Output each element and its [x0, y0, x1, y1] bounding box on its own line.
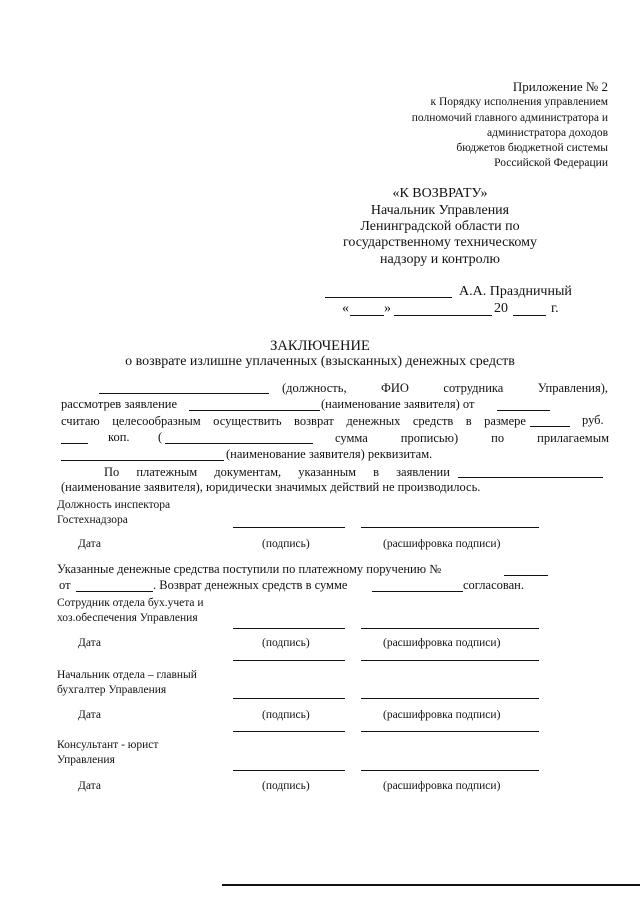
date-line — [361, 731, 539, 732]
date-quote-open: « — [342, 301, 349, 316]
decode-line — [361, 698, 539, 699]
date-label: Дата — [78, 709, 101, 721]
amount-rub-blank — [530, 426, 570, 427]
body-line-6 — [104, 465, 450, 480]
funds-line-1: Указанные денежные средства поступили по платежному поручению № — [57, 562, 442, 576]
body-word: размере — [484, 414, 526, 428]
body-word: осуществить — [213, 414, 282, 428]
doc-subtitle: о возврате излишне уплаченных (взысканных) денежных средств — [125, 354, 515, 369]
footer-rule — [222, 884, 640, 886]
rub-label: руб. — [582, 413, 604, 427]
body-word: заявлении — [396, 465, 450, 479]
body-word: возврат — [294, 414, 334, 428]
decode-caption: (расшифровка подписи) — [383, 637, 501, 649]
body-word: сотрудника — [443, 381, 504, 395]
signature-caption: (подпись) — [262, 709, 310, 721]
lawyer-position: Управления — [57, 754, 115, 766]
body-word: целесообразным — [112, 414, 201, 428]
year-blank — [513, 315, 546, 316]
body-word: (должность, — [282, 381, 347, 395]
approval-line: Начальник Управления — [370, 203, 510, 218]
lawyer-position: Консультант - юрист — [57, 739, 159, 751]
order-date-blank — [76, 591, 153, 592]
body-line-1 — [282, 381, 608, 396]
kop-label: коп. — [108, 430, 130, 444]
chief-position: бухгалтер Управления — [57, 684, 167, 696]
body-line-5: (наименование заявителя) реквизитам. — [226, 447, 433, 461]
body-word: в — [373, 465, 380, 479]
body-word: платежным — [136, 465, 198, 479]
day-blank — [350, 315, 384, 316]
appendix-title: Приложение № 2 — [512, 79, 608, 94]
funds-line-2b: . Возврат денежных средств в сумме — [153, 578, 348, 592]
doc-title: ЗАКЛЮЧЕНИЕ — [270, 338, 370, 354]
amount-kop-blank — [61, 443, 88, 444]
decode-line — [361, 628, 539, 629]
date-label: Дата — [78, 538, 101, 550]
body-line-2b: (наименование заявителя) от — [321, 397, 475, 411]
appendix-line: к Порядку исполнения управлением — [430, 96, 608, 108]
decode-line — [361, 770, 539, 771]
appendix-line: администратора доходов — [487, 127, 608, 139]
appendix-line: полномочий главного администратора и — [411, 112, 608, 124]
approval-line: надзору и контролю — [380, 252, 500, 267]
application-date-blank — [497, 410, 550, 411]
date-label: Дата — [78, 780, 101, 792]
applicant-name-blank — [61, 460, 224, 461]
body-word: сумма — [335, 431, 368, 445]
body-word: денежных — [346, 414, 401, 428]
date-line — [233, 660, 345, 661]
signature-blank — [325, 297, 452, 298]
body-word: прилагаемым — [537, 431, 609, 445]
date-line — [233, 731, 345, 732]
order-number-blank — [504, 575, 548, 576]
month-blank — [394, 315, 492, 316]
accountant-position: Сотрудник отдела бух.учета и — [57, 597, 204, 609]
body-word: ФИО — [381, 381, 409, 395]
year-prefix: 20 — [494, 301, 508, 316]
date-quote-close: » — [384, 301, 391, 316]
body-word: прописью) — [400, 431, 459, 445]
body-line-4 — [335, 431, 609, 446]
approval-mark: «К ВОЗВРАТУ» — [392, 186, 488, 201]
amount-words-blank — [165, 443, 313, 444]
body-word: документам, — [214, 465, 282, 479]
decode-caption: (расшифровка подписи) — [383, 709, 501, 721]
statement-blank — [458, 477, 603, 478]
body-word: считаю — [61, 414, 100, 428]
body-word: Управления), — [537, 381, 608, 395]
body-word: по — [491, 431, 505, 445]
body-line-2a: рассмотрев заявление — [61, 397, 178, 411]
decode-caption: (расшифровка подписи) — [383, 780, 501, 792]
decode-caption: (расшифровка подписи) — [383, 538, 501, 550]
body-word: По — [104, 465, 120, 479]
approval-line: Ленинградской области по — [360, 219, 520, 234]
date-label: Дата — [78, 637, 101, 649]
signature-line — [233, 770, 345, 771]
position-blank — [99, 393, 269, 394]
date-line — [361, 660, 539, 661]
applicant-blank — [189, 410, 320, 411]
funds-line-2c: согласован. — [463, 578, 524, 592]
signature-line — [233, 527, 345, 528]
body-line-3 — [61, 414, 526, 429]
appendix-line: Российской Федерации — [494, 157, 608, 169]
signature-caption: (подпись) — [262, 780, 310, 792]
signature-caption: (подпись) — [262, 538, 310, 550]
inspector-position: Гостехнадзора — [57, 514, 128, 526]
body-word: средств — [412, 414, 454, 428]
body-line-7: (наименование заявителя), юридически значимых действий не производилось. — [61, 480, 481, 494]
signature-caption: (подпись) — [262, 637, 310, 649]
approval-line: государственному техническому — [342, 235, 537, 250]
refund-amount-blank — [372, 591, 463, 592]
signature-line — [233, 628, 345, 629]
approval-signer: А.А. Праздничный — [459, 284, 572, 299]
accountant-position: хоз.обеспечения Управления — [57, 612, 198, 624]
inspector-position: Должность инспектора — [57, 499, 171, 511]
body-word: указанным — [298, 465, 357, 479]
decode-line — [361, 527, 539, 528]
paren-open: ( — [158, 430, 163, 444]
year-suffix: г. — [551, 301, 559, 316]
signature-line — [233, 698, 345, 699]
body-word: в — [465, 414, 472, 428]
appendix-line: бюджетов бюджетной системы — [456, 142, 608, 154]
funds-line-2a: от — [59, 578, 71, 592]
chief-position: Начальник отдела – главный — [57, 669, 197, 681]
